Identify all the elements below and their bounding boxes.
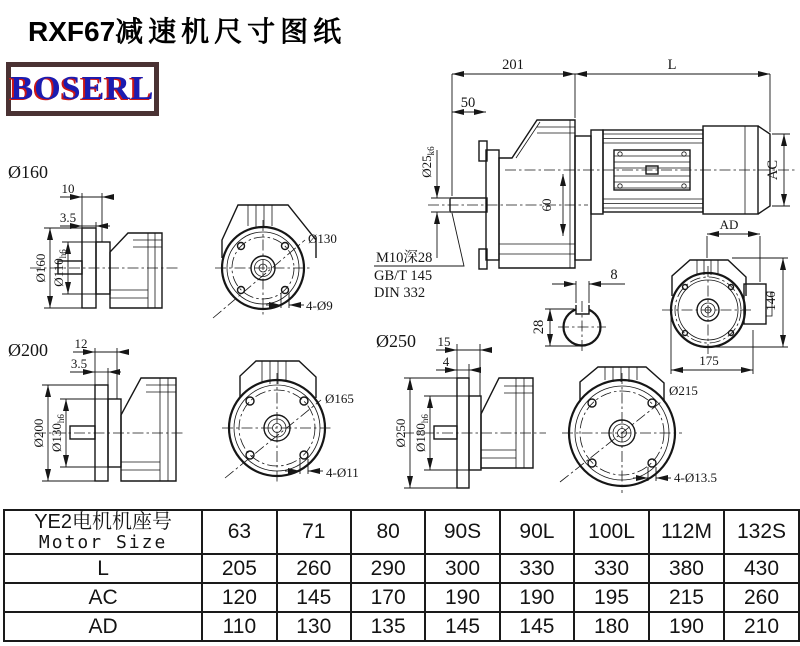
table-cell: 380: [649, 554, 724, 583]
table-cell: 110: [202, 612, 276, 641]
flange-250-side-view: [376, 331, 546, 488]
table-header-motor-size: [4, 510, 202, 554]
table-row-AD: [4, 612, 799, 641]
dim-3p5-label: 3.5: [59, 210, 77, 225]
thread-note-line2: GB/T 145: [374, 268, 433, 284]
flange-160-front-view: [213, 205, 337, 318]
thread-note-line3: DIN 332: [374, 285, 426, 301]
table-cell: 290: [351, 554, 425, 583]
table-header-en: Motor Size: [38, 532, 168, 553]
motor-top-view: [662, 217, 788, 374]
dim-shaft-dia-label: $Ø25_{k6}$: [419, 146, 436, 178]
dim-60-label: 60: [539, 198, 554, 212]
dim-key-depth-label: 28: [531, 319, 547, 335]
table-cell: 190: [425, 583, 499, 612]
dim-key-width-label: 8: [610, 267, 618, 283]
dim-AC-label: AC: [765, 159, 781, 181]
dim-bolt-circle-215: Ø215: [669, 383, 698, 398]
flange-160-label: Ø160: [8, 162, 48, 182]
table-cell: 135: [351, 612, 425, 641]
dim-bolt-circle-165: Ø165: [325, 391, 354, 406]
col-header: 132S: [724, 510, 799, 554]
col-header: 112M: [649, 510, 724, 554]
table-cell: 430: [724, 554, 799, 583]
table-cell: 205: [202, 554, 276, 583]
dim-holes-4d13p5: 4-Ø13.5: [674, 470, 717, 485]
col-header: 90S: [425, 510, 499, 554]
page-title-model: RXF67: [28, 16, 116, 47]
dim-bolt-circle-130: Ø130: [308, 231, 337, 246]
flange-160-side-view: [8, 162, 178, 308]
dim-3p5b-label: 3.5: [70, 356, 88, 371]
table-cell: 210: [724, 612, 799, 641]
dim-AD-label: AD: [719, 217, 739, 232]
dim-flange160-dia-label: Ø160: [33, 253, 48, 283]
table-header-cn: YE2电机机座号: [34, 511, 173, 533]
table-cell: 190: [649, 612, 724, 641]
dim-50-label: 50: [460, 95, 476, 111]
col-header: 80: [351, 510, 425, 554]
dim-12-label: 12: [74, 336, 88, 351]
col-header: 90L: [500, 510, 574, 554]
spec-table: [3, 509, 800, 642]
flange-250-front-view: [560, 367, 717, 493]
table-cell: 300: [425, 554, 499, 583]
table-cell: 170: [351, 583, 425, 612]
flange-250-label: Ø250: [376, 331, 416, 351]
dim-spigot110-label: $Ø110_{h6}$: [51, 249, 68, 287]
shaft-key-section-view: [531, 267, 625, 352]
dim-holes-4d9: 4-Ø9: [306, 298, 333, 313]
table-cell: 130: [277, 612, 351, 641]
brand-logo-text: BOSERL: [10, 70, 155, 107]
row-label: AD: [4, 612, 202, 641]
table-cell: 190: [500, 583, 574, 612]
table-cell: 260: [277, 554, 351, 583]
flange-200-side-view: [8, 336, 184, 481]
dim-spigot130-label: $Ø130_{h6}$: [49, 414, 66, 452]
table-cell: 180: [574, 612, 649, 641]
table-row-L: [4, 554, 799, 583]
table-cell: 195: [574, 583, 649, 612]
dim-L-label: L: [667, 57, 677, 73]
col-header: 100L: [574, 510, 649, 554]
table-cell: 330: [574, 554, 649, 583]
dim-spigot180-label: $Ø180_{h6}$: [413, 414, 430, 452]
dim-4-label: 4: [442, 354, 450, 369]
table-row-AC: [4, 583, 799, 612]
thread-note-line1: M10深28: [376, 250, 433, 266]
dim-146-label: 146: [763, 291, 778, 311]
page-title-suffix: 减速机尺寸图纸: [115, 16, 347, 47]
row-label: L: [4, 554, 202, 583]
table-cell: 145: [500, 612, 574, 641]
dim-201-label: 201: [502, 57, 524, 73]
table-cell: 145: [425, 612, 499, 641]
dim-10-label: 10: [61, 181, 75, 196]
dim-flange200-dia-label: Ø200: [31, 418, 46, 448]
table-cell: 120: [202, 583, 276, 612]
dim-15-label: 15: [437, 334, 451, 349]
table-cell: 215: [649, 583, 724, 612]
table-cell: 330: [500, 554, 574, 583]
table-cell: 260: [724, 583, 799, 612]
col-header: 63: [202, 510, 276, 554]
table-cell: 145: [277, 583, 351, 612]
flange-200-label: Ø200: [8, 340, 48, 360]
dim-175-label: 175: [699, 353, 719, 368]
row-label: AC: [4, 583, 202, 612]
col-header: 71: [277, 510, 351, 554]
dim-holes-4d11: 4-Ø11: [326, 465, 359, 480]
dim-flange250-dia-label: Ø250: [393, 418, 408, 448]
flange-200-front-view: [222, 361, 359, 483]
